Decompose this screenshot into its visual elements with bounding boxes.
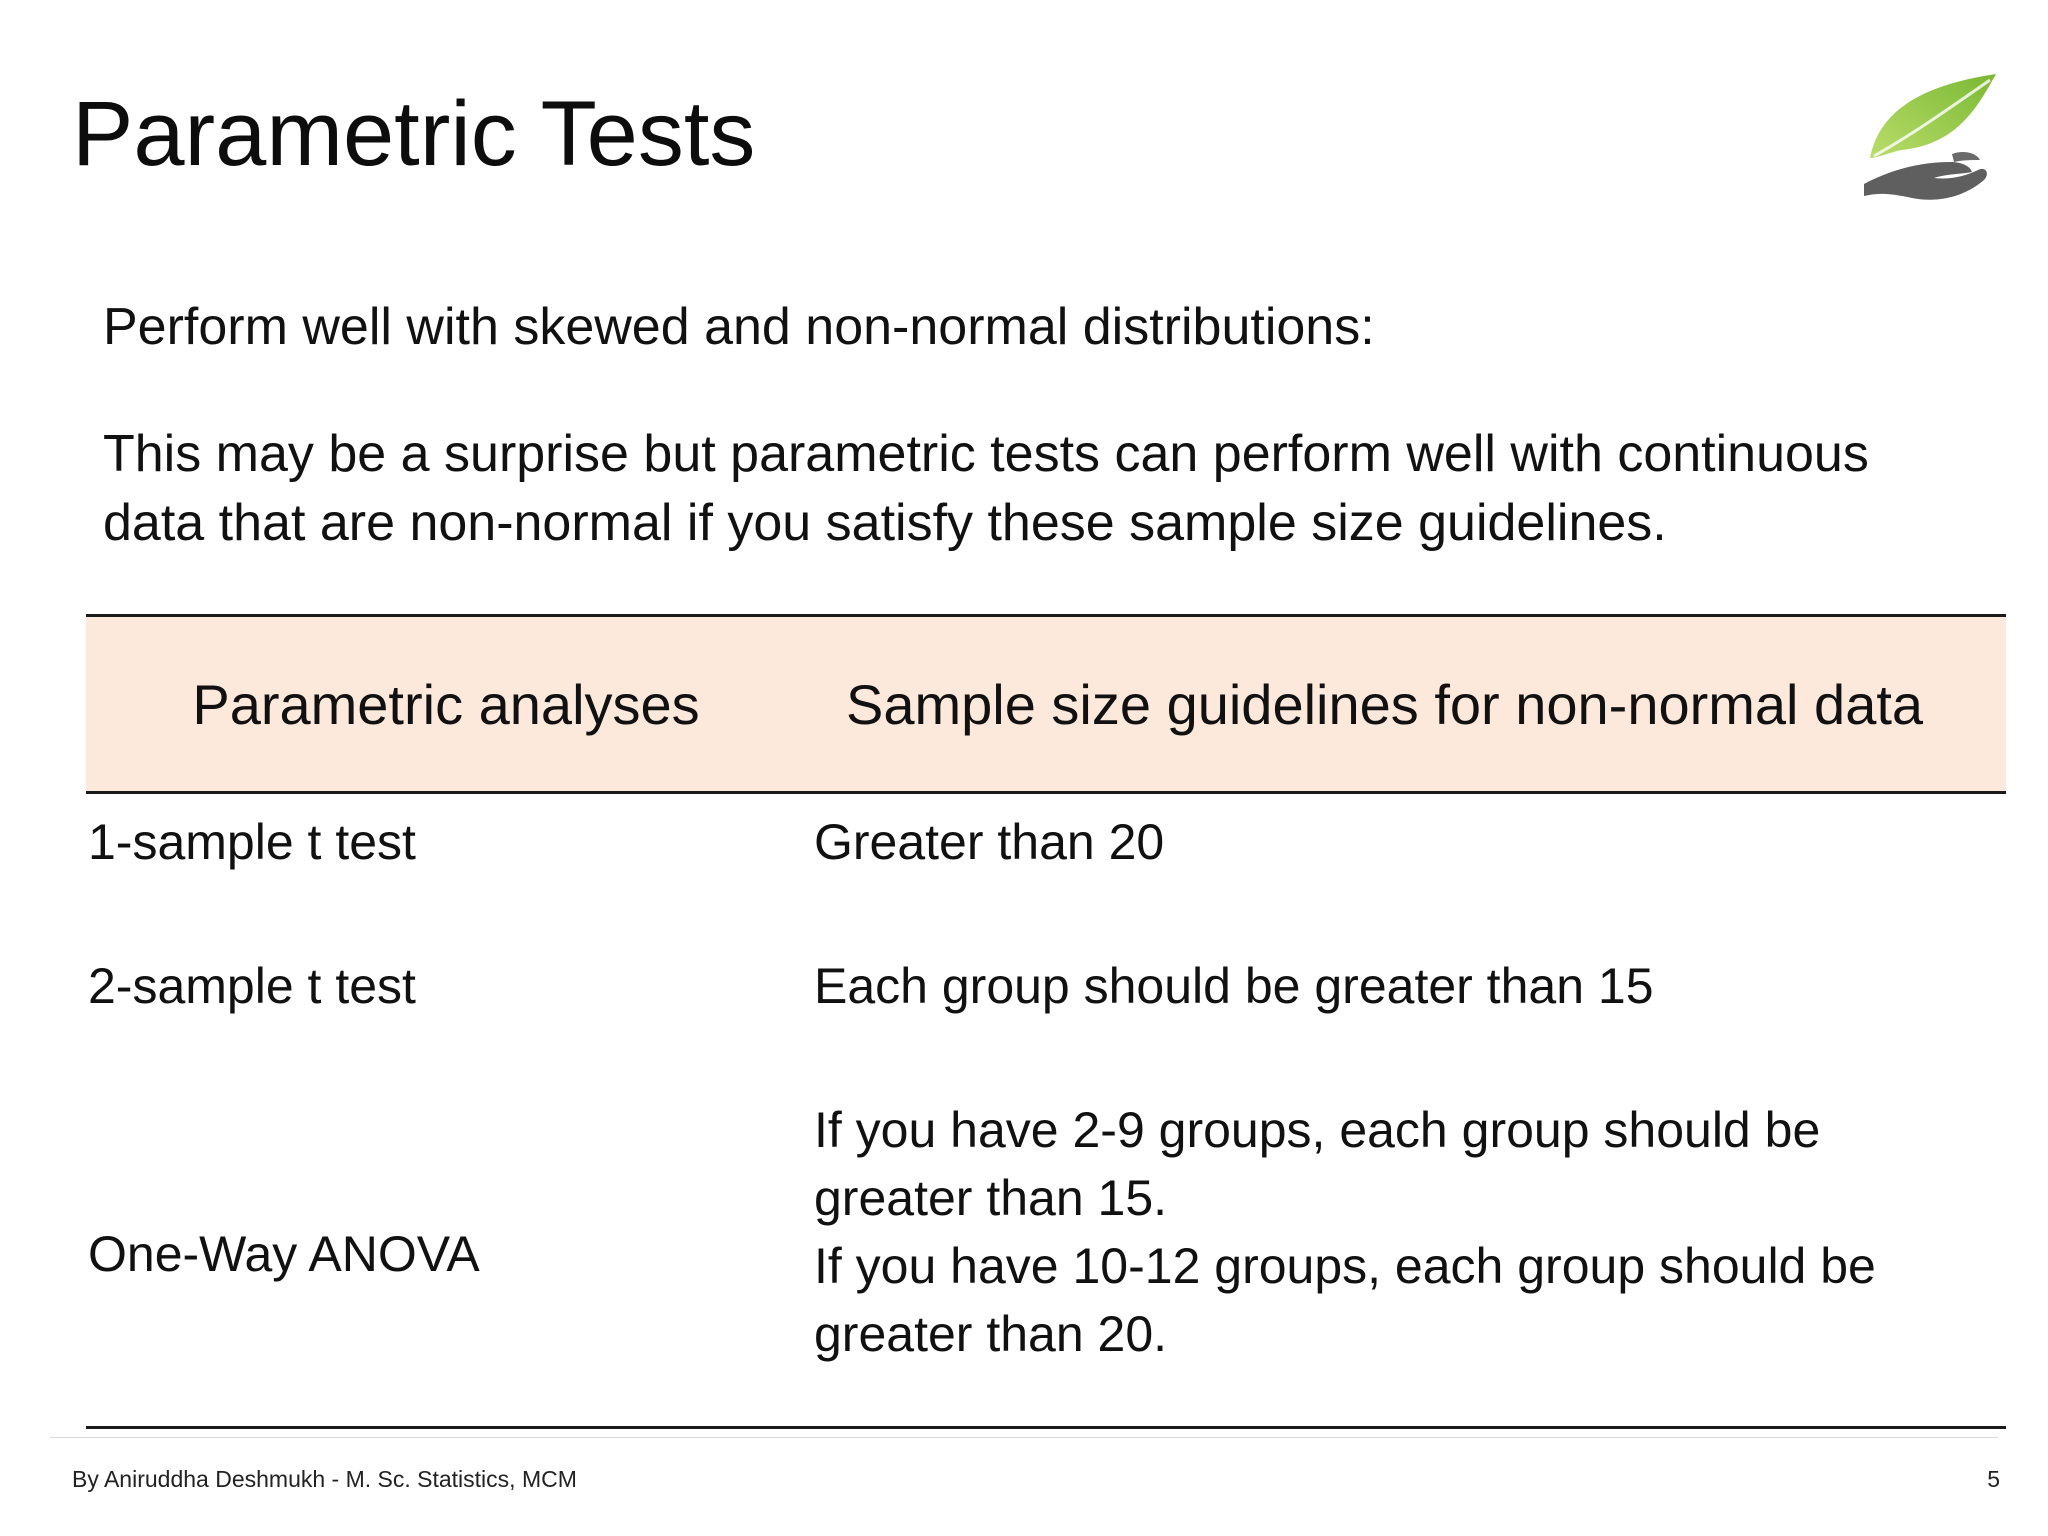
- guideline-cell: [806, 1082, 2006, 1428]
- analysis-cell: One-Way ANOVA: [86, 1082, 806, 1428]
- guideline-line: greater than 20.: [814, 1306, 1168, 1362]
- slide-subtitle: Perform well with skewed and non-normal distributions:: [103, 298, 1375, 356]
- guidelines-table: [86, 614, 1966, 1429]
- slide-title: Parametric Tests: [72, 83, 756, 185]
- table-row: [86, 1082, 2006, 1428]
- analysis-cell: 1-sample t test: [88, 814, 416, 870]
- leaf-hand-logo-icon: [1850, 66, 2010, 206]
- page-number: 5: [1987, 1466, 2000, 1492]
- analysis-cell: 2-sample t test: [88, 958, 416, 1014]
- slide-body-text: This may be a surprise but parametric tests can perform well with continuous data that are non-normal if you satisfy these sample size guidelines.: [103, 425, 1869, 552]
- guideline-cell: Each group should be greater than 15: [814, 958, 1654, 1014]
- footer-author: By Aniruddha Deshmukh - M. Sc. Statistics, MCM: [72, 1466, 577, 1492]
- guideline-line: If you have 10-12 groups, each group should be: [814, 1238, 1876, 1294]
- guideline-line: greater than 15.: [814, 1170, 1168, 1226]
- table-row: [86, 793, 2006, 939]
- header-parametric-analyses: Parametric analyses: [86, 616, 806, 793]
- table-row: [86, 938, 2006, 1082]
- guideline-cell: Greater than 20: [814, 814, 1165, 870]
- table-header-row: [86, 616, 2006, 793]
- header-sample-size-guidelines: Sample size guidelines for non-normal data: [806, 616, 2006, 793]
- guideline-line: If you have 2-9 groups, each group should be: [814, 1102, 1821, 1158]
- footer-divider: [50, 1437, 1998, 1438]
